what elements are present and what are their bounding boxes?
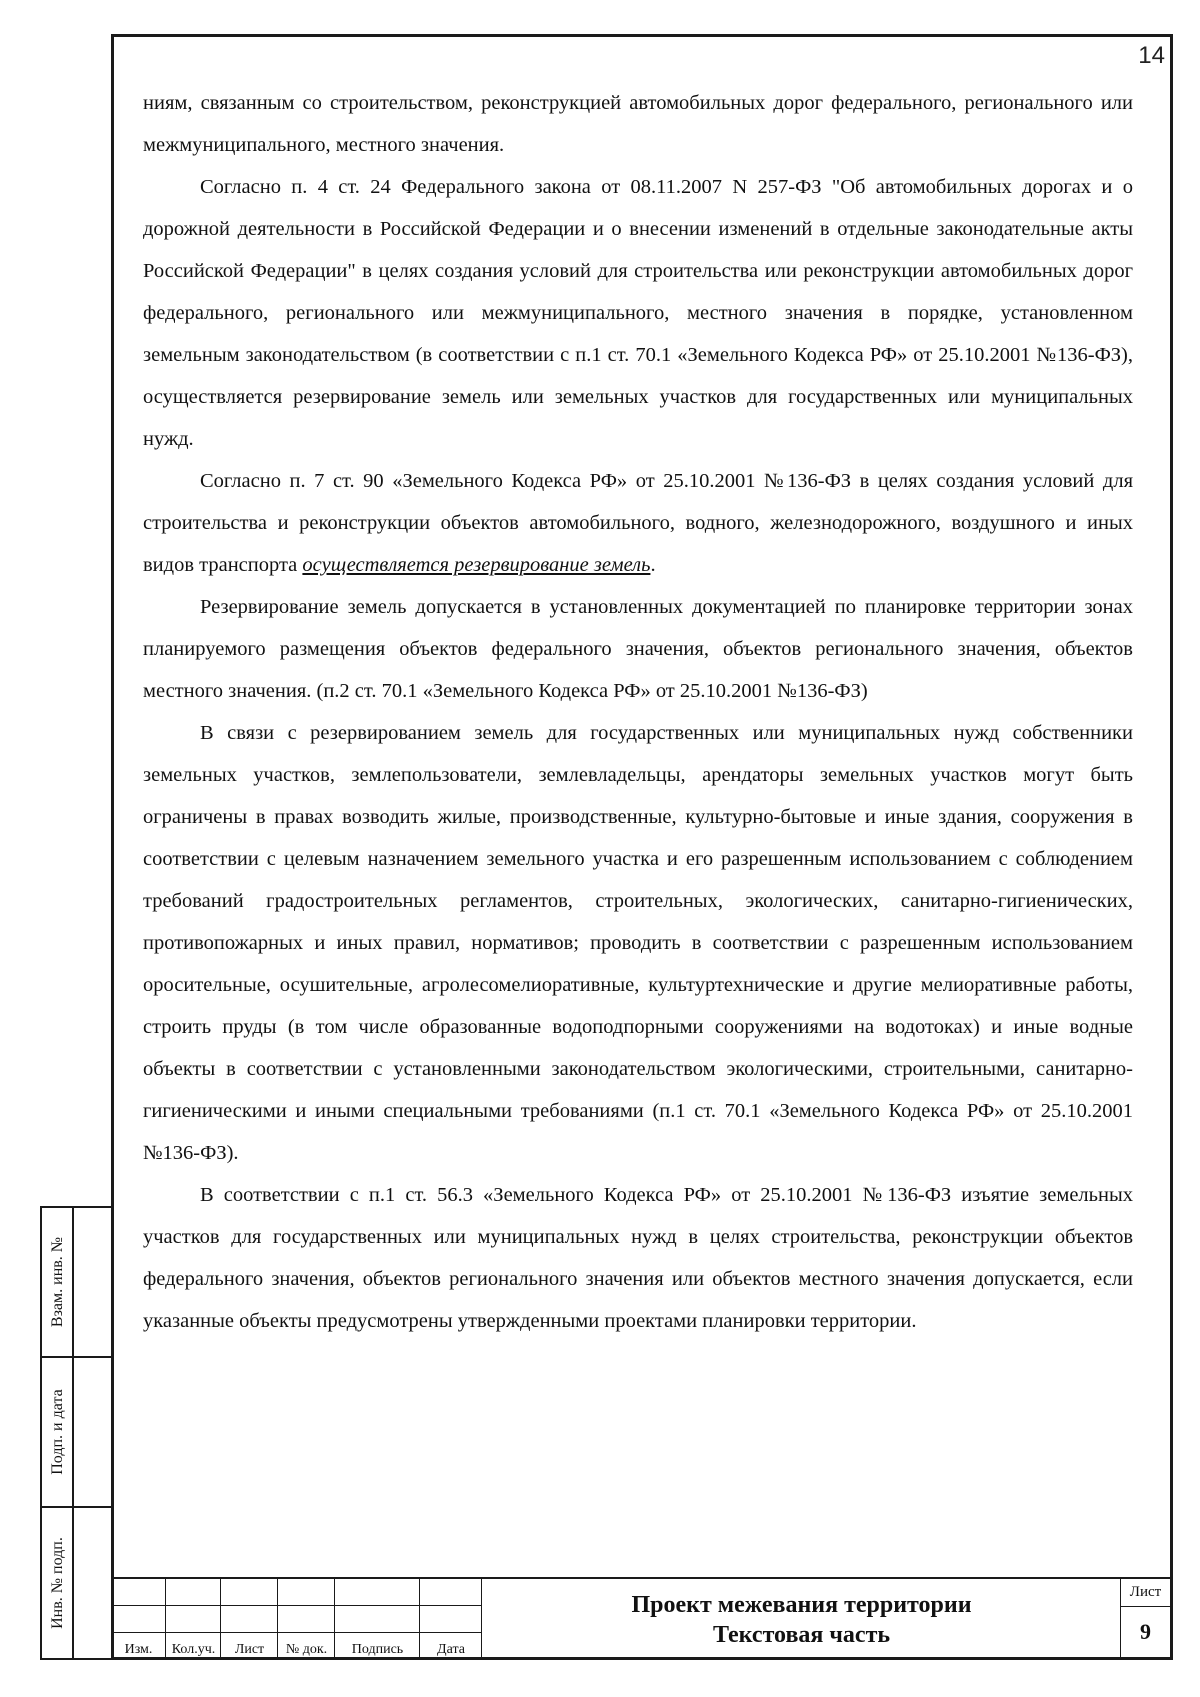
col-kol-uch bbox=[166, 1579, 221, 1660]
sheet-label: Лист bbox=[1121, 1579, 1170, 1607]
sheet-cell bbox=[1121, 1579, 1170, 1660]
sheet-number: 9 bbox=[1140, 1619, 1151, 1644]
stamp-podp-data bbox=[40, 1356, 111, 1506]
paragraph-5: В связи с резервированием земель для государственных или муниципальных нужд собственники земельных участков, землепользователи, землевладельцы, арендаторы земельных участков могут быть ограничены в правах возводить жилые, производственные, культурно-бытовые и иные здания, сооружения в соответствии с целевым назначением земельного участка и его разрешенным использованием с соблюдением требований градостроительных регламентов, строительных, экологических, санитарно-гигиенических, противопожарных и иных правил, нормативов; проводить в соответствии с разрешенным использованием оросительные, осушительные, агролесомелиоративные, культуртехнические и другие мелиоративные работы, строить пруды (в том числе образованные водоподпорными сооружениями на водотоках) и иные водные объекты в соответствии с установленными законодательством экологическими, строительными, санитарно-гигиеническими и иными специальными требованиями (п.1 ст. 70.1 «Земельного Кодекса РФ» от 25.10.2001 №136-ФЗ). bbox=[143, 722, 1133, 1164]
paragraph-3-end: . bbox=[650, 554, 656, 576]
title-line-2: Текстовая часть bbox=[712, 1621, 891, 1648]
col-podpis bbox=[335, 1579, 420, 1660]
col-list bbox=[221, 1579, 278, 1660]
title-line-1: Проект межевания территории bbox=[631, 1591, 972, 1618]
stamp-inv-podp bbox=[40, 1506, 111, 1660]
page-number: 14 bbox=[1138, 42, 1165, 69]
paragraph-3-emphasis: осуществляется резервирование земель bbox=[302, 554, 651, 576]
paragraph-3-text: Согласно п. 7 ст. 90 «Земельного Кодекса РФ» от 25.10.2001 №136-ФЗ в целях создания условий для строительства и реконструкции объектов автомобильного, водного, железнодорожного, воздушного и иных видов транспорта bbox=[143, 470, 1133, 576]
document-title bbox=[483, 1579, 1121, 1660]
col-podpis-label: Подпись bbox=[351, 1642, 404, 1657]
stamp-podp-data-label: Подп. и дата bbox=[49, 1389, 66, 1475]
paragraph-1: ниям, связанным со строительством, реконструкцией автомобильных дорог федерального, регионального или межмуниципального, местного значения. bbox=[143, 92, 1133, 156]
document-body bbox=[143, 82, 1133, 1342]
col-data bbox=[420, 1579, 482, 1660]
stamp-vzam-inv bbox=[40, 1206, 111, 1356]
col-izm bbox=[111, 1579, 166, 1660]
paragraph-6: В соответствии с п.1 ст. 56.3 «Земельного Кодекса РФ» от 25.10.2001 №136-ФЗ изъятие земельных участков для государственных или муниципальных нужд в целях строительства, реконструкции объектов федерального значения, объектов регионального значения или объектов местного значения допускается, если указанные объекты предусмотрены утвержденными проектами планировки территории. bbox=[143, 1184, 1133, 1332]
col-nom-dok bbox=[278, 1579, 335, 1660]
title-block bbox=[111, 1577, 1173, 1660]
col-izm-label: Изм. bbox=[124, 1642, 153, 1657]
paragraph-4: Резервирование земель допускается в установленных документацией по планировке территории зонах планируемого размещения объектов федерального значения, объектов регионального значения, объектов местного значения. (п.2 ст. 70.1 «Земельного Кодекса РФ» от 25.10.2001 №136-ФЗ) bbox=[143, 596, 1133, 702]
col-nom-dok-label: № док. bbox=[285, 1642, 328, 1657]
revision-table bbox=[111, 1579, 482, 1660]
col-list-label: Лист bbox=[234, 1642, 265, 1657]
stamp-vzam-inv-label: Взам. инв. № bbox=[49, 1236, 66, 1328]
col-data-label: Дата bbox=[437, 1642, 465, 1657]
stamp-inv-podp-label: Инв. № подп. bbox=[49, 1537, 66, 1629]
paragraph-2: Согласно п. 4 ст. 24 Федерального закона от 08.11.2007 N 257-ФЗ "Об автомобильных дорогах и о дорожной деятельности в Российской Федерации и о внесении изменений в отдельные законодательные акты Российской Федерации" в целях создания условий для строительства или реконструкции автомобильных дорог федерального, регионального или межмуниципального, местного значения в порядке, установленном земельным законодательством (в соответствии с п.1 ст. 70.1 «Земельного Кодекса РФ» от 25.10.2001 №136-ФЗ), осуществляется резервирование земель или земельных участков для государственных или муниципальных нужд. bbox=[143, 176, 1133, 450]
col-kol-uch-label: Кол.уч. bbox=[171, 1642, 216, 1657]
paragraph-3 bbox=[143, 460, 1133, 586]
